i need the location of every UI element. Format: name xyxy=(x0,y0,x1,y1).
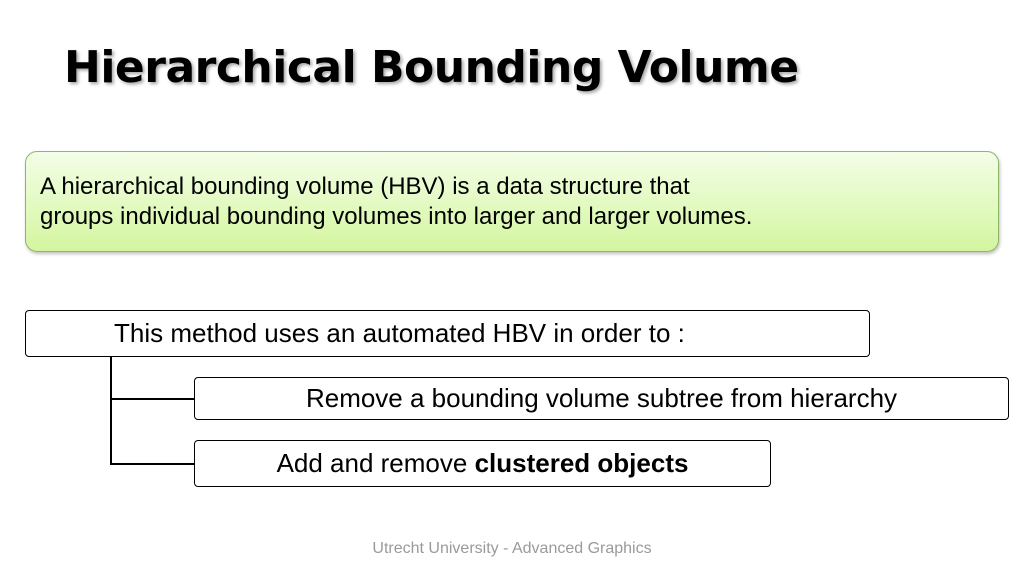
footer: Utrecht University - Advanced Graphics xyxy=(372,540,652,557)
definition-box xyxy=(25,151,999,252)
child-text-bold: clustered objects xyxy=(474,448,689,478)
definition-line-1: A hierarchical bounding volume (HBV) is a data structure that xyxy=(40,173,690,200)
slide-title: Hierarchical Bounding Volume xyxy=(64,42,799,93)
tree-connector-branch-1 xyxy=(110,398,194,400)
method-box xyxy=(25,310,870,357)
child-text-plain: Add and remove xyxy=(276,448,475,478)
child-box-remove-subtree xyxy=(194,377,1009,420)
definition-line-2: groups individual bounding volumes into larger and larger volumes. xyxy=(40,203,753,230)
child-box-add-remove-objects xyxy=(194,440,771,487)
method-text: This method uses an automated HBV in order to : xyxy=(114,318,685,348)
child-text-remove-subtree: Remove a bounding volume subtree from hierarchy xyxy=(305,383,898,413)
tree-connector-branch-2 xyxy=(110,463,194,465)
tree-connector-vertical xyxy=(110,357,112,464)
